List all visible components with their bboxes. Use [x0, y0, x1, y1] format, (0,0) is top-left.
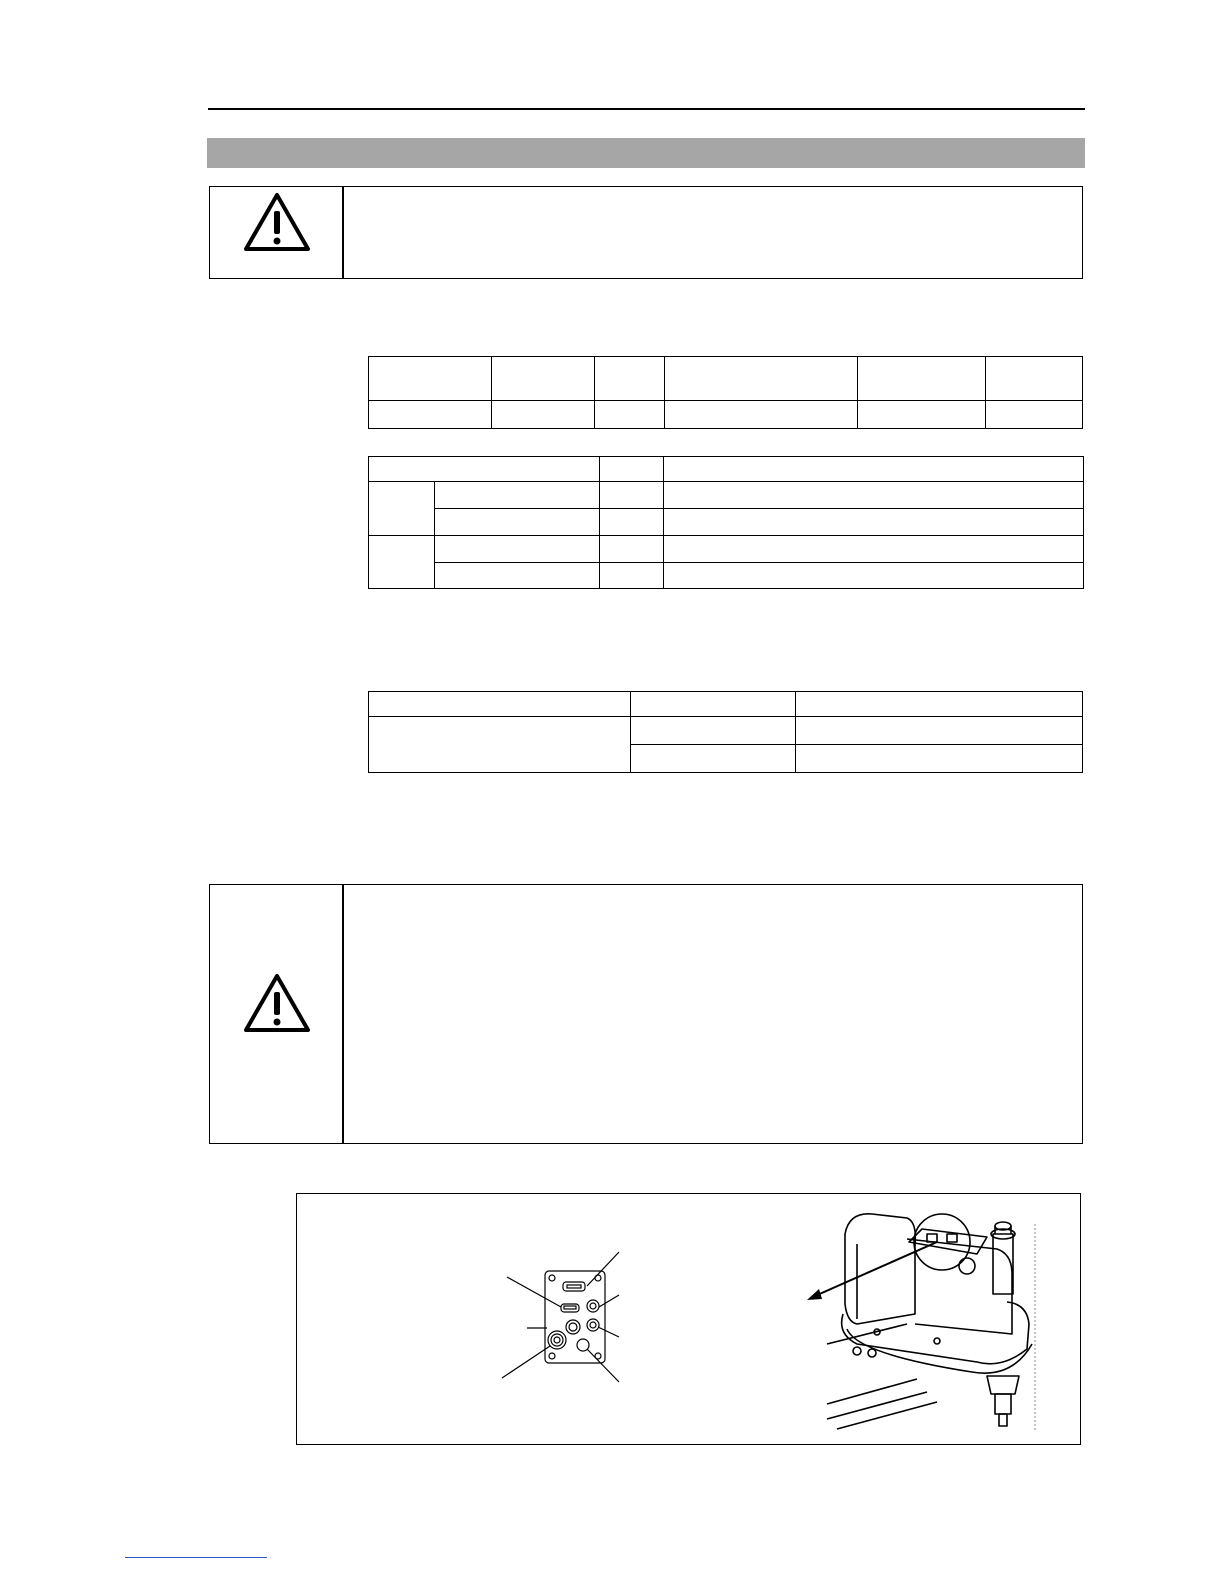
table-cell	[595, 401, 665, 429]
table-row	[369, 401, 1083, 429]
table-header-row	[369, 357, 1083, 401]
table-cell	[600, 509, 664, 536]
table-header-cell	[664, 457, 1084, 482]
table-header-cell	[631, 692, 796, 717]
table-header-cell	[595, 357, 665, 401]
table-cell	[665, 401, 858, 429]
table-cell	[435, 482, 600, 509]
table-header-cell	[600, 457, 664, 482]
table-cell	[796, 717, 1083, 745]
table-header-cell	[986, 357, 1083, 401]
table-header-cell	[665, 357, 858, 401]
spec-table-3	[368, 691, 1083, 773]
table-row	[369, 563, 1084, 589]
warning-box-divider	[342, 885, 344, 1143]
table-header-cell	[369, 357, 492, 401]
spec-table-1	[368, 356, 1083, 429]
table-cell	[369, 401, 492, 429]
table-row	[369, 482, 1084, 509]
table-header-cell	[369, 692, 631, 717]
table-row	[369, 717, 1083, 745]
table-row	[369, 509, 1084, 536]
connector-panel-icon	[497, 1249, 637, 1389]
table-cell	[664, 482, 1084, 509]
table-cell	[600, 482, 664, 509]
table-header-cell	[796, 692, 1083, 717]
table-cell	[858, 401, 986, 429]
table-cell	[664, 563, 1084, 589]
warning-box-divider	[342, 187, 344, 278]
table-group-label	[369, 482, 435, 536]
table-header-row	[369, 457, 1084, 482]
header-rule	[208, 108, 1085, 110]
table-header-cell	[369, 457, 600, 482]
figure-frame	[296, 1193, 1081, 1445]
table-cell	[664, 536, 1084, 563]
table-header-cell	[492, 357, 595, 401]
table-cell	[600, 536, 664, 563]
table-cell	[664, 509, 1084, 536]
table-row	[369, 536, 1084, 563]
table-cell	[435, 509, 600, 536]
warning-triangle-icon	[242, 191, 312, 253]
spec-table-2	[368, 456, 1084, 589]
table-cell	[369, 717, 631, 773]
table-group-label	[369, 536, 435, 589]
table-cell	[796, 745, 1083, 773]
table-cell	[631, 717, 796, 745]
table-cell	[435, 536, 600, 563]
scara-robot-arm-icon	[797, 1204, 1077, 1436]
table-header-row	[369, 692, 1083, 717]
warning-box-1	[209, 186, 1083, 279]
table-header-cell	[858, 357, 986, 401]
footer-link-underline	[125, 1557, 267, 1558]
warning-triangle-icon	[242, 972, 312, 1034]
table-cell	[435, 563, 600, 589]
table-cell	[600, 563, 664, 589]
warning-box-2	[209, 884, 1083, 1144]
table-cell	[492, 401, 595, 429]
section-title-bar	[207, 138, 1085, 168]
table-cell	[986, 401, 1083, 429]
table-cell	[631, 745, 796, 773]
